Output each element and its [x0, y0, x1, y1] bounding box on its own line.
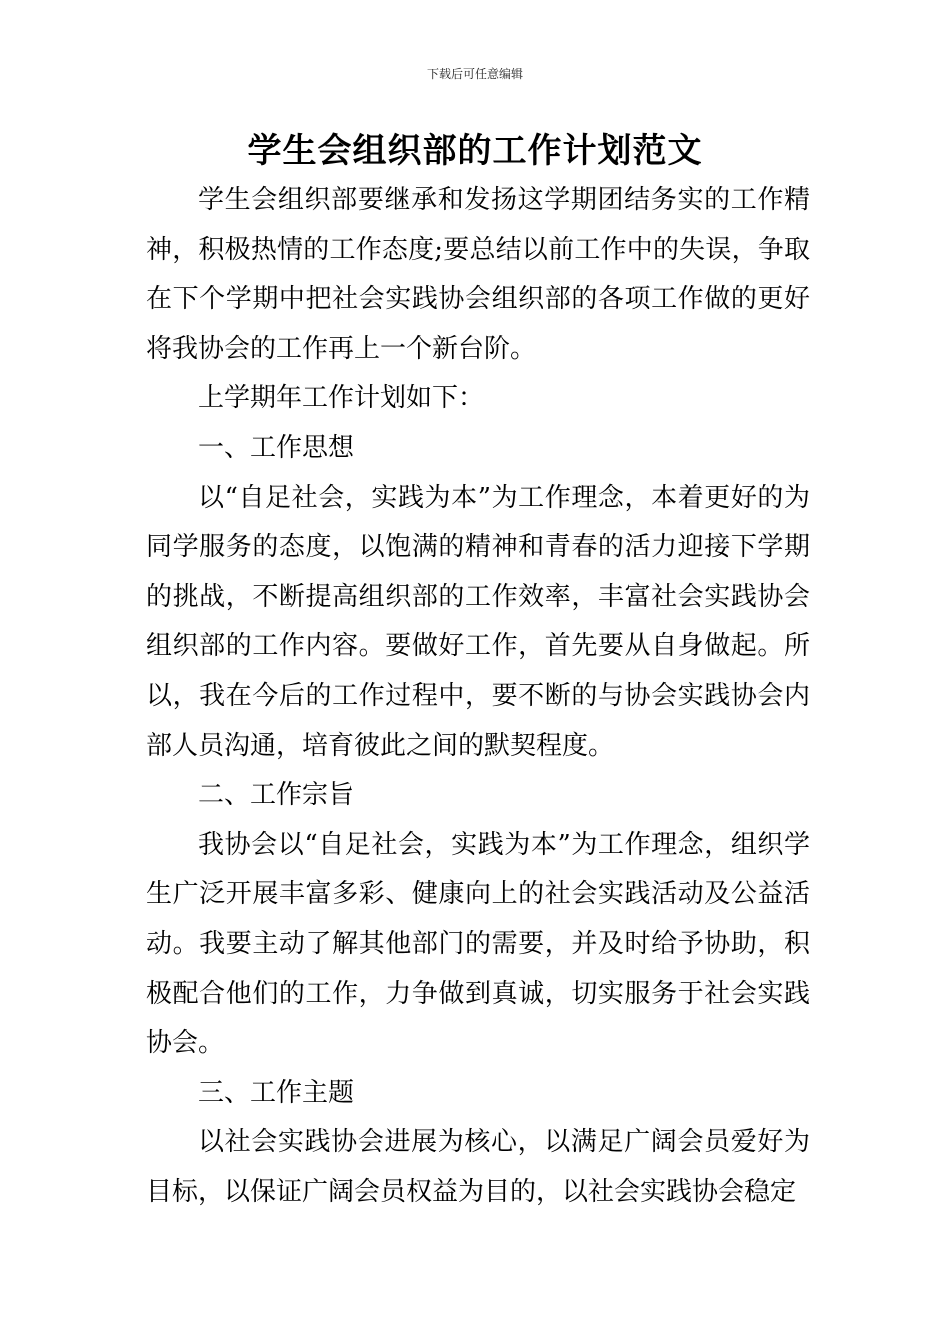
section-heading-2: 二、工作宗旨	[198, 780, 355, 811]
document-title: 学生会组织部的工作计划范文	[247, 131, 703, 171]
section-heading-3: 三、工作主题	[198, 1077, 355, 1108]
section-paragraph-1: 以“自足社会，实践为本”为工作理念，本着更好的为同学服务的态度，以饱满的精神和青春的活力迎接下学期的挑战，不断提高组织部的工作效率，丰富社会实践协会组织部的工作内容。要做好工作，首先要从自身做起。所以，我在今后的工作过程中，要不断的与协会实践协会内部人员沟通，培育彼此之间的默契程度。	[146, 482, 810, 761]
plan-intro-line: 上学期年工作计划如下：	[198, 383, 485, 414]
section-heading-1: 一、工作思想	[198, 432, 355, 463]
header-note: 下载后可任意编辑	[426, 67, 523, 81]
document-body	[146, 176, 810, 1217]
section-paragraph-3: 以社会实践协会进展为核心，以满足广阔会员爱好为目标，以保证广阔会员权益为目的，以社会实践协会稳定	[146, 1127, 810, 1207]
section-paragraph-2: 我协会以“自足社会，实践为本”为工作理念，组织学生广泛开展丰富多彩、健康向上的社会实践活动及公益活动。我要主动了解其他部门的需要，并及时给予协助，积极配合他们的工作，力争做到真诚，切实服务于社会实践协会。	[146, 829, 810, 1059]
intro-paragraph: 学生会组织部要继承和发扬这学期团结务实的工作精神，积极热情的工作态度;要总结以前工作中的失误，争取在下个学期中把社会实践协会组织部的各项工作做的更好将我协会的工作再上一个新台阶。	[146, 185, 810, 364]
